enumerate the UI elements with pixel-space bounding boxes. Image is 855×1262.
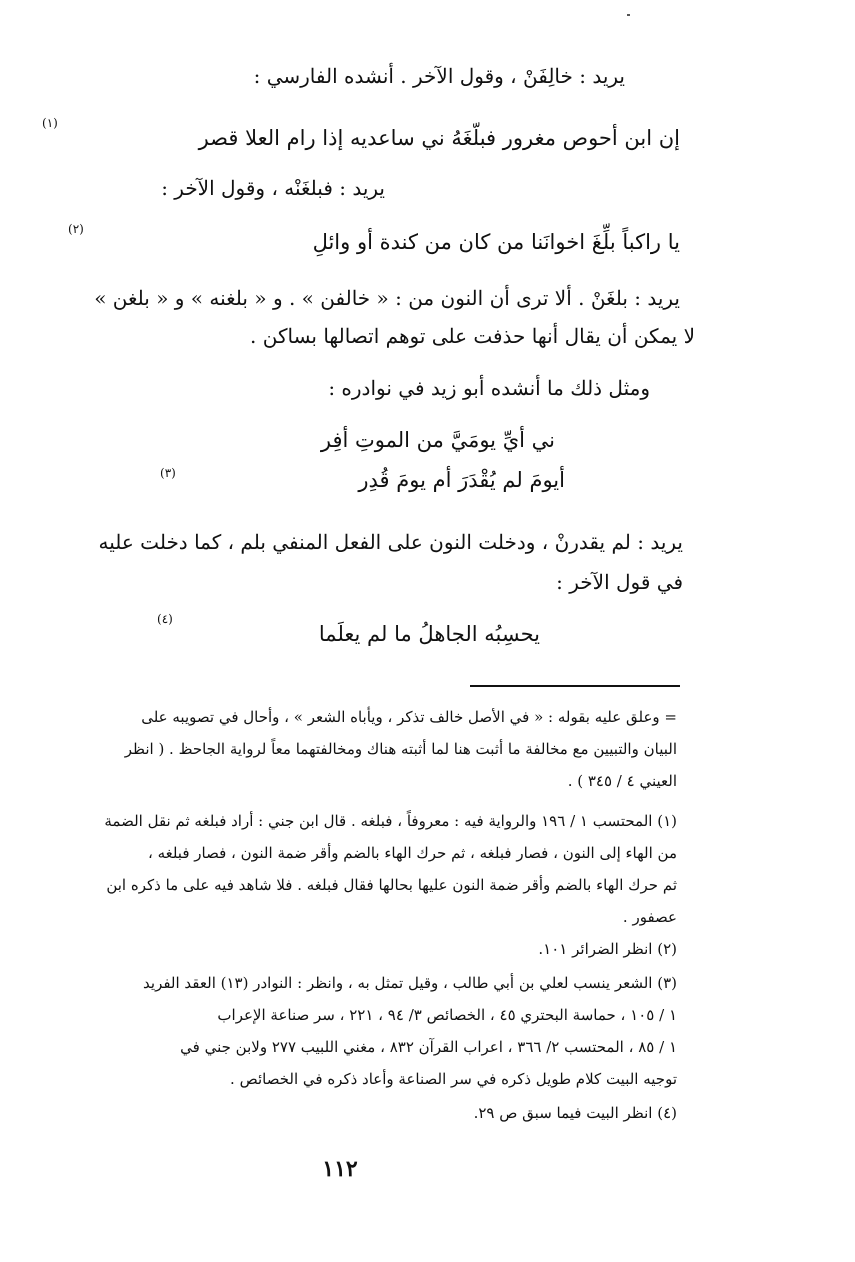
scan-speck xyxy=(627,14,630,16)
body-line-6: لا يمكن أن يقال أنها حذفت على توهم اتصالها بساكن . xyxy=(250,324,695,348)
footnote-3-line-1: (٣) الشعر ينسب لعلي بن أبي طالب ، وقيل تمثل به ، وانظر : النوادر (١٣) العقد الفريد xyxy=(143,974,677,992)
body-line-1: يريد : خالِفَنْ ، وقول الآخر . أنشده الفارسي : xyxy=(253,64,625,88)
footnote-4: (٤) انظر البيت فيما سبق ص ٢٩. xyxy=(473,1104,677,1122)
body-line-5: يريد : بلغَنْ . ألا ترى أن النون من : « خالفن » . و « بلغنه » و « بلغن » xyxy=(94,286,680,310)
body-line-7: ومثل ذلك ما أنشده أبو زيد في نوادره : xyxy=(328,376,650,400)
footnote-separator xyxy=(470,685,680,687)
footnote-line-3: العيني ٤ / ٣٤٥ ) . xyxy=(567,772,677,790)
verse-ref-3: (٣) xyxy=(160,466,176,480)
verse-ref-2: (٢) xyxy=(68,222,84,236)
page-number: ١١٢ xyxy=(322,1156,358,1182)
verse-2: يا راكباً بلِّغَ اخوانَنا من كان من كندة أو وائلِ xyxy=(312,230,680,254)
footnote-1-line-4: عصفور . xyxy=(622,908,677,926)
verse-4: يحسِبُه الجاهلُ ما لم يعلَما xyxy=(318,622,540,646)
footnote-3-line-3: ١ / ٨٥ ، المحتسب ٢/ ٣٦٦ ، اعراب القرآن ٨٣٢ ، مغني اللبيب ٢٧٧ ولابن جني في xyxy=(180,1038,677,1056)
footnote-1-line-2: من الهاء إلى النون ، فصار فبلغه ، ثم حرك الهاء بالضم وأقر ضمة النون ، فصار فبلغه ، xyxy=(147,844,677,862)
verse-ref-4: (٤) xyxy=(157,612,173,626)
verse-ref-1: (١) xyxy=(42,116,58,130)
footnote-2: (٢) انظر الضرائر ١٠١. xyxy=(538,940,677,958)
footnote-1-line-3: ثم حرك الهاء بالضم وأقر ضمة النون عليها بحالها فقال فبلغه . فلا شاهد فيه على ما ذكره ابن xyxy=(106,876,677,894)
verse-3b: أيومَ لم يُقْدَرَ أم يومَ قُدِر xyxy=(358,468,565,492)
verse-1: إن ابن أحوص مغرور فبلّغَهُ ني ساعديه إذا رام العلا قصر xyxy=(198,126,680,150)
body-line-3: يريد : فبلغَنْه ، وقول الآخر : xyxy=(161,176,385,200)
body-line-10: يريد : لم يقدرنْ ، ودخلت النون على الفعل المنفي بلم ، كما دخلت عليه xyxy=(98,530,683,554)
body-line-11: في قول الآخر : xyxy=(556,570,683,594)
footnote-1-line-1: (١) المحتسب ١ / ١٩٦ والرواية فيه : معروفاً ، فبلغه . قال ابن جني : أراد فبلغه ثم نقل الضمة xyxy=(104,812,677,830)
footnote-3-line-4: توجيه البيت كلام طويل ذكره في سر الصناعة وأعاد ذكره في الخصائص . xyxy=(230,1070,677,1088)
footnote-line-2: البيان والتبيين مع مخالفة ما أثبت هنا لما أثبته هناك ومخالفتهما معاً لرواية الجاحظ . ( انظر xyxy=(124,740,677,758)
verse-3a: ني أيِّ يومَيَّ من الموتِ أفِر xyxy=(320,428,555,452)
footnote-line-1: = وعلق عليه بقوله : « في الأصل خالف تذكر ، ويأباه الشعر » ، وأحال في تصويبه على xyxy=(141,708,677,726)
footnote-3-line-2: ١ / ١٠٥ ، حماسة البحتري ٤٥ ، الخصائص ٣/ ٩٤ ، ٢٢١ ، سر صناعة الإعراب xyxy=(217,1006,677,1024)
